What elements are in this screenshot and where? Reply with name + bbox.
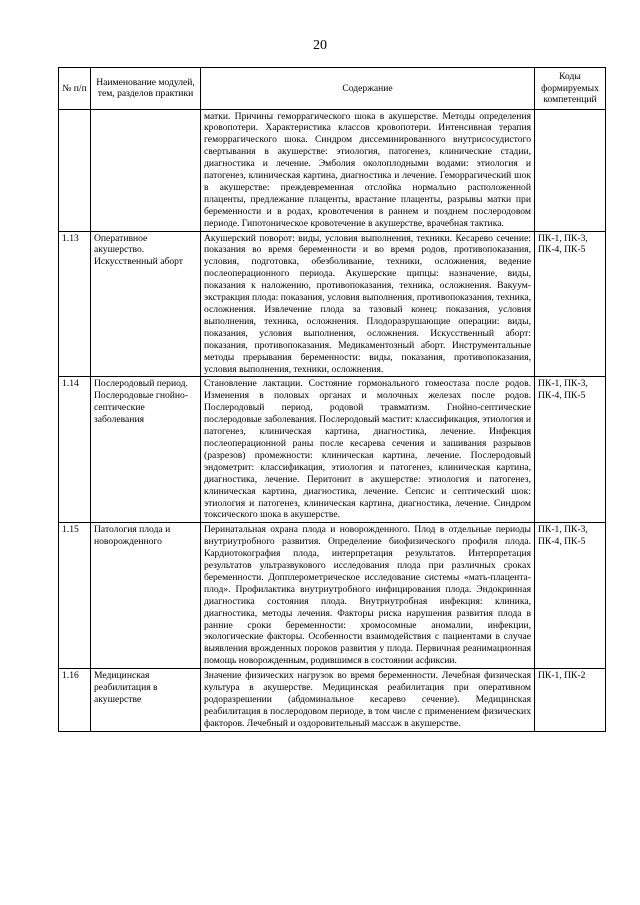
page-number: 20 [313,38,327,53]
row-module: Медицинская реабилитация в акушерстве [91,669,201,732]
row-codes: ПК-1, ПК-3, ПК-4, ПК-5 [535,523,606,669]
table-row [59,669,606,732]
row-module: Оперативное акушерство. Искусственный аборт [91,231,201,377]
row-module: Патология плода и новорожденного [91,523,201,669]
table-header-row [59,68,606,110]
row-codes [535,109,606,231]
row-num: 1.13 [59,231,91,377]
row-num: 1.16 [59,669,91,732]
header-num: № п/п [59,68,91,110]
row-module [91,109,201,231]
row-codes: ПК-1, ПК-3, ПК-4, ПК-5 [535,377,606,523]
table-row [59,523,606,669]
row-num: 1.15 [59,523,91,669]
row-num: 1.14 [59,377,91,523]
header-content: Содержание [201,68,535,110]
header-module: Наименование модулей, тем, разделов практики [91,68,201,110]
row-codes: ПК-1, ПК-2 [535,669,606,732]
table-row [59,231,606,377]
row-module: Послеродовый период. Послеродовые гнойно-септические заболевания [91,377,201,523]
table-row [59,377,606,523]
row-codes: ПК-1, ПК-3, ПК-4, ПК-5 [535,231,606,377]
row-content: Акушерский поворот: виды, условия выполнения, техники. Кесарево сечение: показания во время беременности и во время родов, противопоказания, условия, подготовка, обезболивание, техники, осложнения, ведение послеоперационного периода. Акушерские щипцы: назначение, виды, показания к наложению, противопоказания, техника, осложнения. Вакуум-экстракция плода: показания, условия выполнения, противопоказания, техника, осложнения. Извлечение плода за тазовый конец: показания, условия выполнения, техника, осложнения. Плодоразрушающие операции: виды, показания, условия выполнения, осложнения. Искусственный аборт: показания, противопоказания. Медикаментозный аборт. Инструментальные методы прерывания беременности: виды, показания, противопоказания, условия выполнения, техники, осложнения. [201,231,535,377]
row-num [59,109,91,231]
header-codes: Коды формируемых компетенций [535,68,606,110]
row-content: Значение физических нагрузок во время беременности. Лечебная физическая культура в акушерстве. Медицинская реабилитация при оперативном родоразрешении (абдоминальное кесарево сечение). Медицинская реабилитация в послеродовом периоде, в том числе с применением физических факторов. Лечебный и оздоровительный массаж в акушерстве. [201,669,535,732]
row-content: матки. Причины геморрагического шока в акушерстве. Методы определения кровопотери. Характеристика классов кровопотери. Интенсивная терапия геморрагического шока. Синдром диссеминированного внутрисосудистого свертывания в акушерстве: этиология, патогенез, клинические стадии, диагностика и лечение. Эмболия околоплодными водами: этиология и патогенез, клиническая картина, диагностика и лечение. Геморрагический шок в акушерстве: преждевременная отслойка нормально расположенной плаценты, предлежание плаценты, врастание плаценты, разрывы матки при беременности и в родах, кровотечения в раннем и позднем послеродовом периоде. Гипотоническое кровотечение в акушерстве, врачебная тактика. [201,109,535,231]
row-content: Становление лактации. Состояние гормонального гомеостаза после родов. Изменения в половых органах и молочных железах после родов. Послеродовый период, родовой травматизм. Гнойно-септические послеродовые заболевания. Послеродовый мастит: классификация, этиология и патогенез, клиническая картина, диагностика, лечение. Инфекция послеоперационной раны после кесарева сечения и зашивания разрывов (разрезов) промежности: клиническая картина, лечение. Послеродовый эндометрит: классификация, этиология и патогенез, клиническая картина, диагностика, лечение. Перитонит в акушерстве: этиология и патогенез, клиническая картина, диагностика, лечение. Сепсис и септический шок: этиология и патогенез, клиническая картина, диагностика, лечение. Синдром токсического шока в акушерстве. [201,377,535,523]
curriculum-table [58,67,606,732]
row-content: Перинатальная охрана плода и новорожденного. Плод в отдельные периоды внутриутробного развития. Определение биофизического профиля плода. Кардиотокография плода, интерпретация результатов. Интерпретация результатов ультразвукового исследования плода при различных сроках беременности. Допплерометрическое исследование системы «мать-плацента-плод». Профилактика внутриутробного инфицирования плода. Эндокринная диагностика состояния плода. Внутриутробная инфекция: клиника, диагностика, методы лечения. Факторы риска нарушения развития плода в ранние сроки беременности: хромосомные аномалии, инфекции, экологические факторы. Особенности взаимодействия с пациентами в случае выявления врожденных пороков развития у плода. Первичная реанимационная помощь новорожденным, родившимся в состоянии асфиксии. [201,523,535,669]
table-row [59,109,606,231]
